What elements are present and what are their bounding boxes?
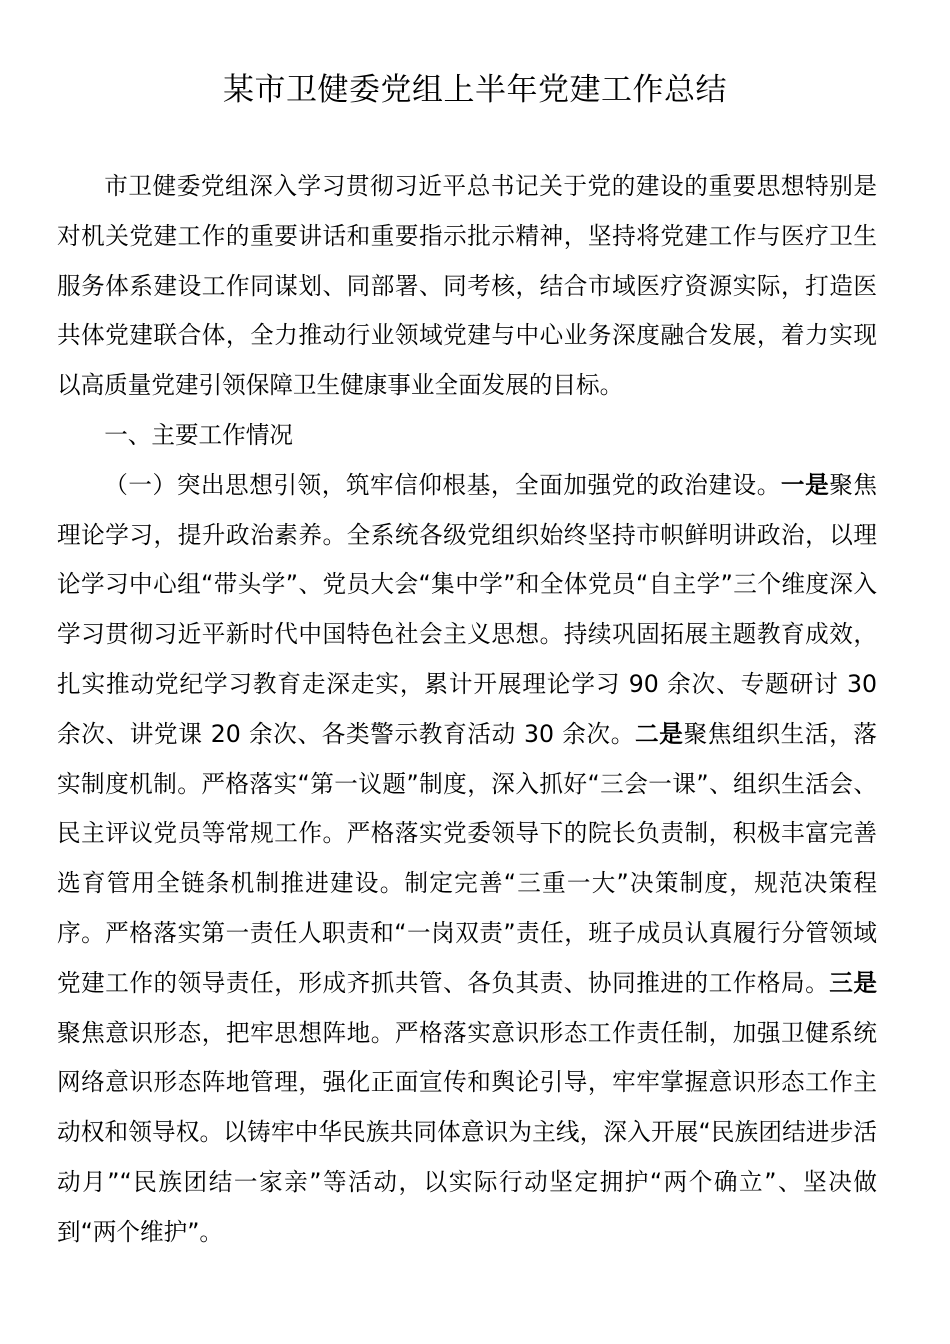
subsection-lead: （一）突出思想引领，筑牢信仰根基，全面加强党的政治建设。	[104, 470, 781, 499]
subsection-paragraph	[57, 461, 877, 1258]
document-body	[57, 162, 877, 1258]
intro-paragraph: 市卫健委党组深入学习贯彻习近平总书记关于党的建设的重要思想特别是对机关党建工作的重要讲话和重要指示批示精神，坚持将党建工作与医疗卫生服务体系建设工作同谋划、同部署、同考核，结合市域医疗资源实际，打造医共体党建联合体，全力推动行业领域党建与中心业务深度融合发展，着力实现以高质量党建引领保障卫生健康事业全面发展的目标。	[57, 172, 877, 400]
point-label-3: 三是	[829, 968, 878, 997]
document-title: 某市卫健委党组上半年党建工作总结	[223, 72, 727, 108]
point-text-1: 聚焦理论学习，提升政治素养。全系统各级党组织始终坚持市帜鲜明讲政治，以理论学习中心组“带头学”、党员大会“集中学”和全体党员“自主学”三个维度深入学习贯彻习近平新时代中国特色社会主义思想。持续巩固拓展主题教育成效，扎实推动党纪学习教育走深走实，累计开展理论学习 90 余次、专题研讨 30 余次、讲党课 20 余次、各类警示教育活动 30 余次。	[57, 470, 878, 748]
point-text-3: 聚焦意识形态，把牢思想阵地。严格落实意识形态工作责任制，加强卫健系统网络意识形态阵地管理，强化正面宣传和舆论引导，牢牢掌握意识形态工作主动权和领导权。以铸牢中华民族共同体意识为主线，深入开展“民族团结进步活动月”“民族团结一家亲”等活动，以实际行动坚定拥护“两个确立”、坚决做到“两个维护”。	[57, 1018, 877, 1246]
section-heading: 一、主要工作情况	[104, 420, 293, 449]
point-text-2: 聚焦组织生活，落实制度机制。严格落实“第一议题”制度，深入抓好“三会一课”、组织生活会、民主评议党员等常规工作。严格落实党委领导下的院长负责制，积极丰富完善选育管用全链条机制推进建设。制定完善“三重一大”决策制度，规范决策程序。严格落实第一责任人职责和“一岗双责”责任，班子成员认真履行分管领域党建工作的领导责任，形成齐抓共管、各负其责、协同推进的工作格局。	[57, 719, 878, 997]
point-label-2: 二是	[635, 719, 684, 748]
point-label-1: 一是	[780, 470, 830, 499]
